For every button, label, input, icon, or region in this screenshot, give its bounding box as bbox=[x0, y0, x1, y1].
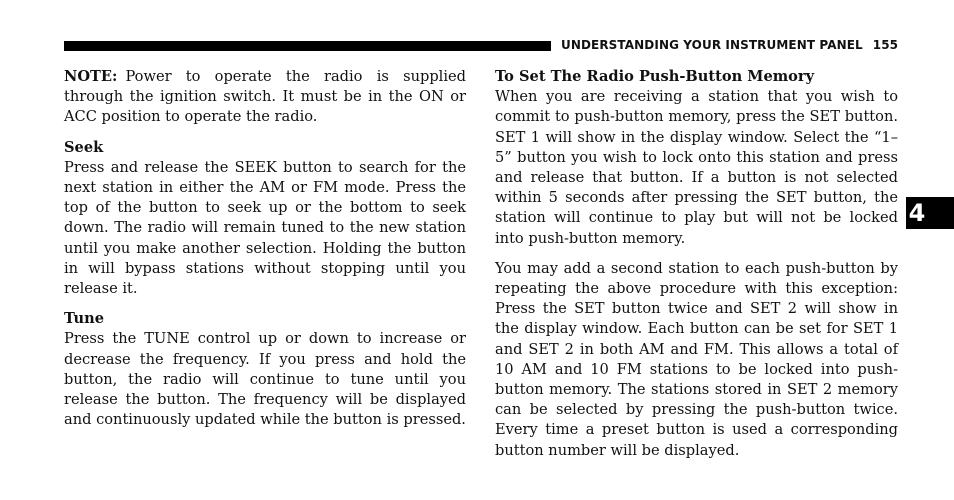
seek-paragraph: Press and release the SEEK button to search for the next station in either the AM or FM mode. Press the top of the button to seek up or the bottom to seek down. The radio will remain tuned to the new station until you make another selection. Holding the button in will bypass stations without stopping until you release it. bbox=[64, 158, 466, 298]
header-rule bbox=[64, 41, 551, 51]
memory-paragraph-1: When you are receiving a station that you wish to commit to push-button memory, press the SET button. SET 1 will show in the display window. Select the “1–5” button you wish to lock onto this station and press and release that button. If a button is not selected within 5 seconds after pressing the SET button, the station will continue to play but will not be locked into push-button memory. bbox=[495, 88, 898, 247]
tune-paragraph: Press the TUNE control up or down to increase or decrease the frequency. If you press and hold the button, the radio will continue to tune until you release the button. The frequency will be displayed and continuously updated while the button is pressed. bbox=[64, 330, 466, 429]
running-header bbox=[561, 38, 898, 52]
memory-paragraph-2: You may add a second station to each push-button by repeating the above procedure with this exception: Press the SET button twice and SET 2 will show in the display window. Each button can be set for SET 1 and SET 2 in both AM and FM. This allows a total of 10 AM and 10 FM stations to be locked into push-button memory. The stations stored in SET 2 memory can be selected by pressing the push-button twice. Every time a preset button is used a corresponding button number will be displayed. bbox=[495, 259, 898, 459]
note-label: NOTE: bbox=[64, 68, 118, 85]
right-column bbox=[495, 67, 898, 461]
page-number: 155 bbox=[872, 38, 899, 52]
tune-heading: Tune bbox=[64, 310, 105, 328]
chapter-tab: 4 bbox=[906, 197, 954, 229]
note-text: Power to operate the radio is supplied through the ignition switch. It must be in the ON or ACC position to operate the radio. bbox=[64, 68, 466, 126]
note-paragraph bbox=[64, 67, 466, 128]
left-column bbox=[64, 67, 466, 430]
memory-heading: To Set The Radio Push-Button Memory bbox=[495, 68, 815, 85]
section-title: UNDERSTANDING YOUR INSTRUMENT PANEL bbox=[561, 38, 863, 52]
seek-heading: Seek bbox=[64, 138, 104, 156]
